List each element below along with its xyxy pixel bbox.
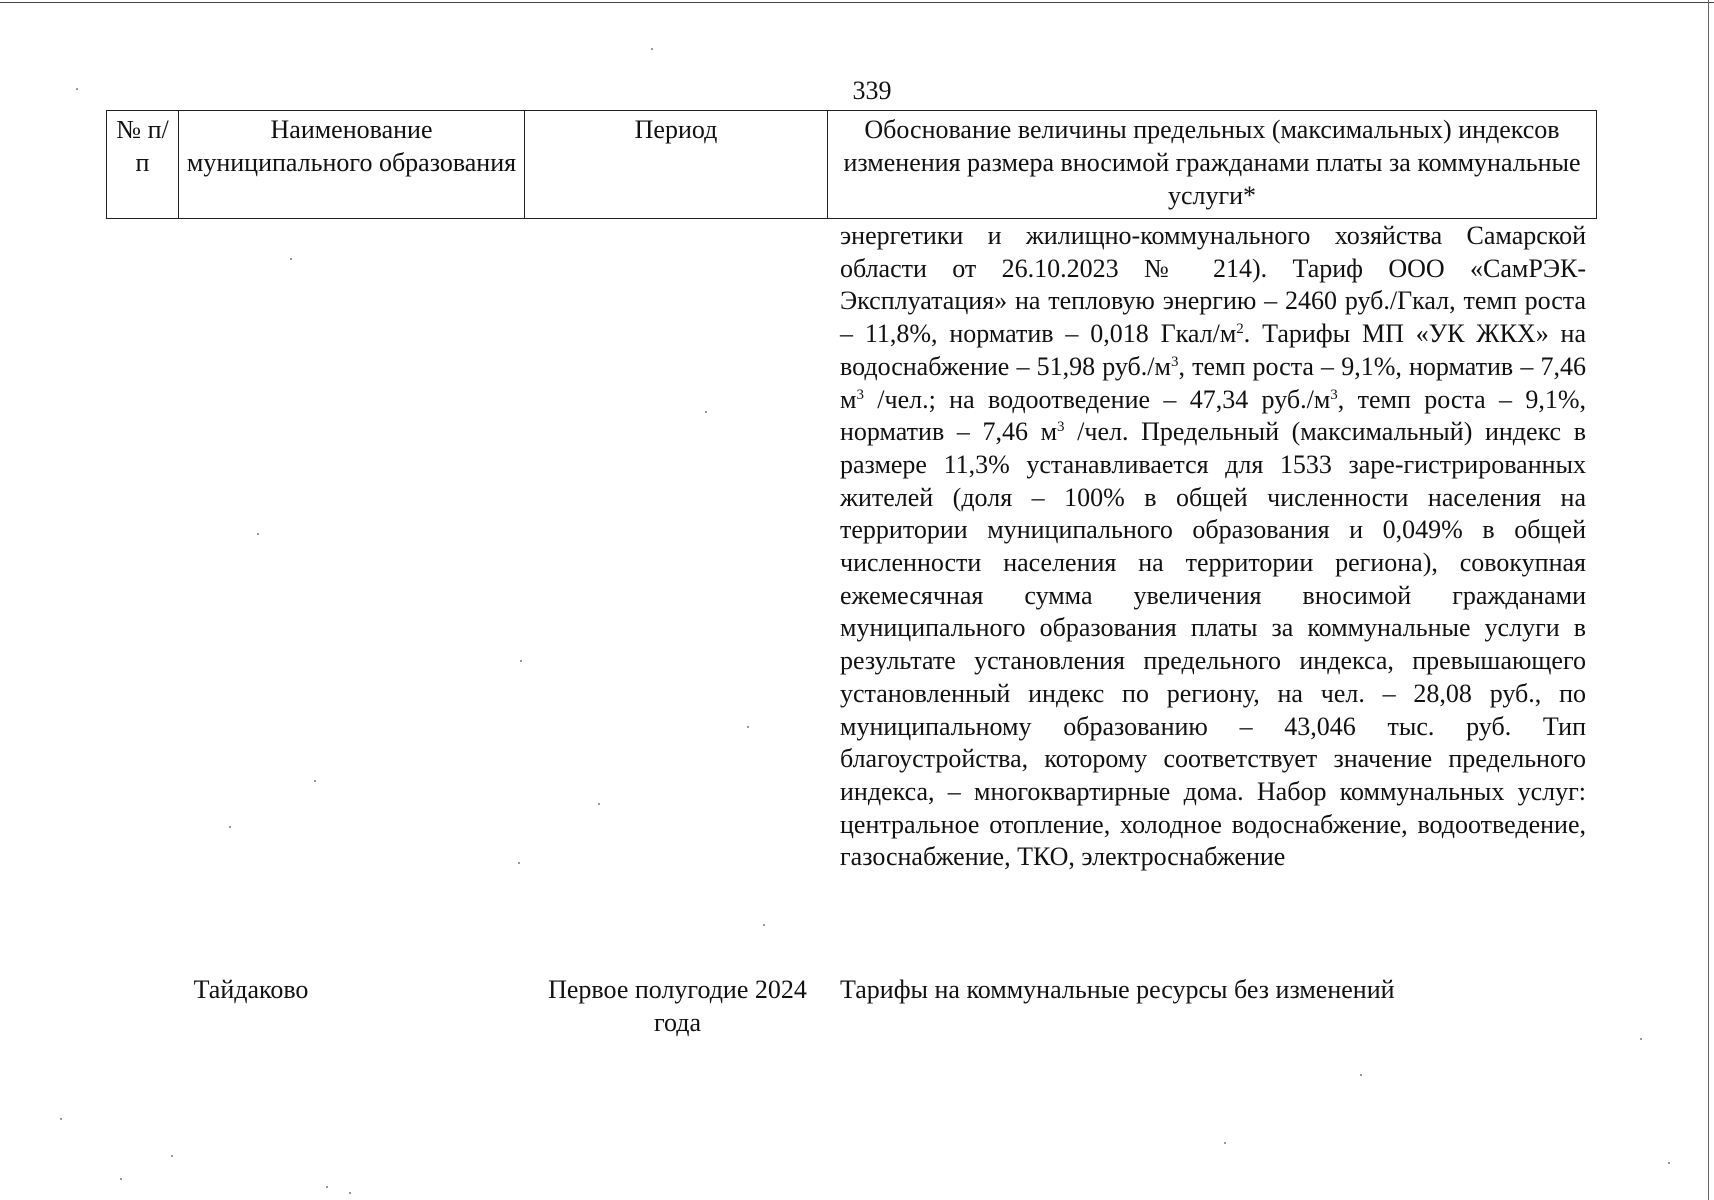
basis-text-segment: /чел. Предельный (максимальный) индекс в размере 11,3% устанавливается для 1533 заре-гистрированных жителей (доля – 100% в общей численности населения на территории муниципального образования и 0,049% в общей численности населения на территории региона), совокупная ежемесячная сумма увеличения вносимой гражданами муниципального образования платы за коммунальные услуги в результате установления предельного индекса, превышающего установленный индекс по региону, на чел. – 28,08 руб., по муниципальному образованию – 43,046 тыс. руб. Тип благоустройства, которому соответствует значение предельного индекса, – многоквартирные дома. Набор коммунальных услуг: центральное отопление, холодное водоснабжение, водоотведение, газоснабжение, ТКО, электроснабжение	[840, 417, 1586, 872]
basis-text-segment: /чел.; на водоотведение – 47,34 руб./м	[863, 384, 1331, 414]
scan-right-edge	[1708, 0, 1709, 1200]
superscript: 3	[1057, 419, 1065, 436]
scan-speck	[314, 780, 316, 782]
scan-speck	[598, 803, 600, 805]
superscript: 3	[1330, 386, 1338, 403]
table-header-row	[107, 111, 1597, 219]
page-number: 339	[852, 76, 892, 105]
header-cell-number: № п/п	[107, 111, 179, 219]
scan-speck	[651, 48, 653, 50]
scan-speck	[518, 862, 520, 864]
scan-speck	[290, 258, 292, 260]
scan-speck	[705, 411, 707, 413]
basis-text-segment: энергетики и жилищно-коммунального хозяйства Самарской области от 26.10.2023 № 214). Тариф ООО «СамРЭК-Эксплуатация» на тепловую энергию – 2460 руб./Гкал, темп роста – 11,8%, норматив – 0,018 Гкал/м	[840, 221, 1586, 349]
row-2-municipality-name: Тайдаково	[193, 975, 309, 1004]
header-cell-name: Наименование муниципального образования	[179, 111, 525, 219]
superscript: 2	[1236, 321, 1244, 338]
header-cell-period: Период	[525, 111, 828, 219]
scan-speck	[349, 1192, 351, 1194]
superscript: 3	[1170, 353, 1179, 370]
superscript: 3	[856, 386, 864, 403]
basis-text-segment: . Тарифы МП «УК ЖКХ» на водоснабжение – 51,98 руб./м	[840, 319, 1586, 381]
header-cell-basis: Обоснование величины предельных (максимальных) индексов изменения размера вносимой гражданами платы за коммунальные услуги*	[828, 111, 1597, 219]
table-header	[106, 110, 1597, 219]
scan-speck	[763, 924, 765, 926]
scan-speck	[76, 88, 78, 90]
scan-speck	[229, 826, 231, 828]
scan-speck	[120, 1178, 122, 1180]
basis-text-segment: , темп роста – 9,1%, норматив – 7,46 м	[840, 351, 1586, 414]
scan-speck	[747, 726, 749, 728]
scan-top-edge	[0, 2, 1714, 3]
scan-speck	[1360, 1074, 1362, 1076]
scan-speck	[171, 1155, 173, 1157]
scan-speck	[257, 533, 259, 535]
scan-speck	[326, 1186, 328, 1188]
row-2-period: Первое полугодие 2024 года	[548, 975, 807, 1037]
scan-speck	[1668, 1162, 1670, 1164]
scan-speck	[1224, 1142, 1226, 1144]
scan-speck	[1640, 1038, 1642, 1040]
scan-speck	[60, 1118, 62, 1120]
basis-text-segment: , темп роста – 9,1%, норматив – 7,46 м	[840, 384, 1586, 447]
row-1-basis-text	[840, 220, 1586, 874]
row-2-basis-text: Тарифы на коммунальные ресурсы без изменений	[840, 975, 1395, 1004]
scan-speck	[520, 660, 522, 662]
